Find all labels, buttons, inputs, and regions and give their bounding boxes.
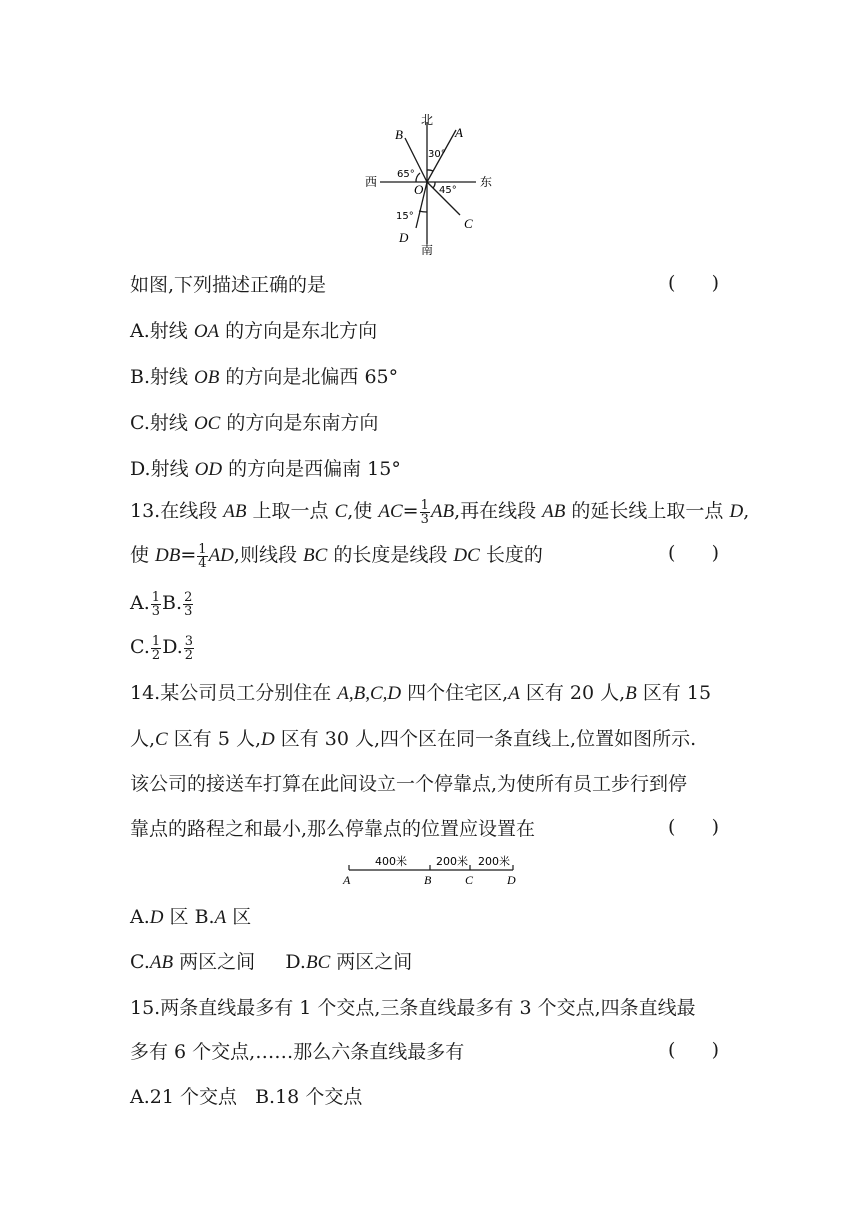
- q14-options-ab: A.D 区 B.A 区: [130, 906, 252, 928]
- point-b: B: [424, 873, 432, 887]
- q15-options: A.21 个交点 B.18 个交点: [130, 1086, 363, 1108]
- angle-30-label: 30°: [428, 149, 446, 160]
- angle-65-label: 65°: [397, 169, 415, 180]
- point-b-label: B: [395, 127, 403, 142]
- q14-bracket: ( ): [668, 816, 720, 838]
- q13-options-ab: A. $\frac{1}{3}$ B. $\frac{2}{3}$: [130, 589, 193, 619]
- q15-line1: 15.两条直线最多有 1 个交点,三条直线最多有 3 个交点,四条直线最: [130, 997, 696, 1019]
- q13-line2: 使 DB= $\frac{1}{4}$ AD,则线段 BC 的长度是线段 DC 长度的: [130, 541, 543, 571]
- west-label: 西: [365, 175, 378, 189]
- point-d: D: [507, 873, 516, 887]
- q12-bracket: ( ): [668, 272, 720, 294]
- q12-option-a: A.射线 OA 的方向是东北方向: [130, 320, 378, 342]
- south-label: 南: [421, 243, 434, 257]
- q14-line2: 人,C 区有 5 人,D 区有 30 人,四个区在同一条直线上,位置如图所示.: [130, 728, 697, 750]
- seg-cd-label: 200米: [478, 855, 510, 868]
- q12-option-d: D.射线 OD 的方向是西偏南 15°: [130, 458, 401, 480]
- point-c: C: [465, 873, 474, 887]
- q14-line1: 14.某公司员工分别住在 A,B,C,D 四个住宅区,A 区有 20 人,B 区有 15: [130, 682, 712, 704]
- q14-options-cd: C.AB 两区之间 D.BC 两区之间: [130, 951, 413, 973]
- seg-bc-label: 200米: [436, 855, 468, 868]
- q14-line3: 该公司的接送车打算在此间设立一个停靠点,为使所有员工步行到停: [130, 773, 688, 795]
- q12-option-b: B.射线 OB 的方向是北偏西 65°: [130, 366, 399, 388]
- q12-option-c: C.射线 OC 的方向是东南方向: [130, 412, 379, 434]
- q15-bracket: ( ): [668, 1039, 720, 1061]
- angle-45-label: 45°: [439, 185, 457, 196]
- east-label: 东: [480, 175, 493, 189]
- q14-line4: 靠点的路程之和最小,那么停靠点的位置应设置在: [130, 818, 536, 840]
- fraction-one-third: $\frac{1}{3}$: [420, 497, 429, 527]
- q12-stem: 如图,下列描述正确的是: [130, 274, 327, 296]
- number-line-figure: [340, 852, 530, 890]
- angle-15-label: 15°: [396, 211, 414, 222]
- point-d-label: D: [399, 230, 409, 245]
- north-label: 北: [421, 113, 434, 127]
- q13-line1: 13.在线段 AB 上取一点 C,使 AC= $\frac{1}{3}$ AB,再在线段 AB 的延长线上取一点 D,: [130, 497, 750, 527]
- compass-figure: [360, 112, 500, 257]
- q13-bracket: ( ): [668, 542, 720, 564]
- point-c-label: C: [464, 216, 473, 231]
- point-o-label: O: [414, 182, 424, 197]
- point-a: A: [343, 873, 351, 887]
- fraction-one-fourth: $\frac{1}{4}$: [198, 541, 207, 571]
- q13-options-cd: C. $\frac{1}{2}$ D. $\frac{3}{2}$: [130, 633, 194, 663]
- seg-ab-label: 400米: [375, 855, 407, 868]
- point-a-label: A: [455, 125, 463, 140]
- q15-line2: 多有 6 个交点,……那么六条直线最多有: [130, 1041, 465, 1063]
